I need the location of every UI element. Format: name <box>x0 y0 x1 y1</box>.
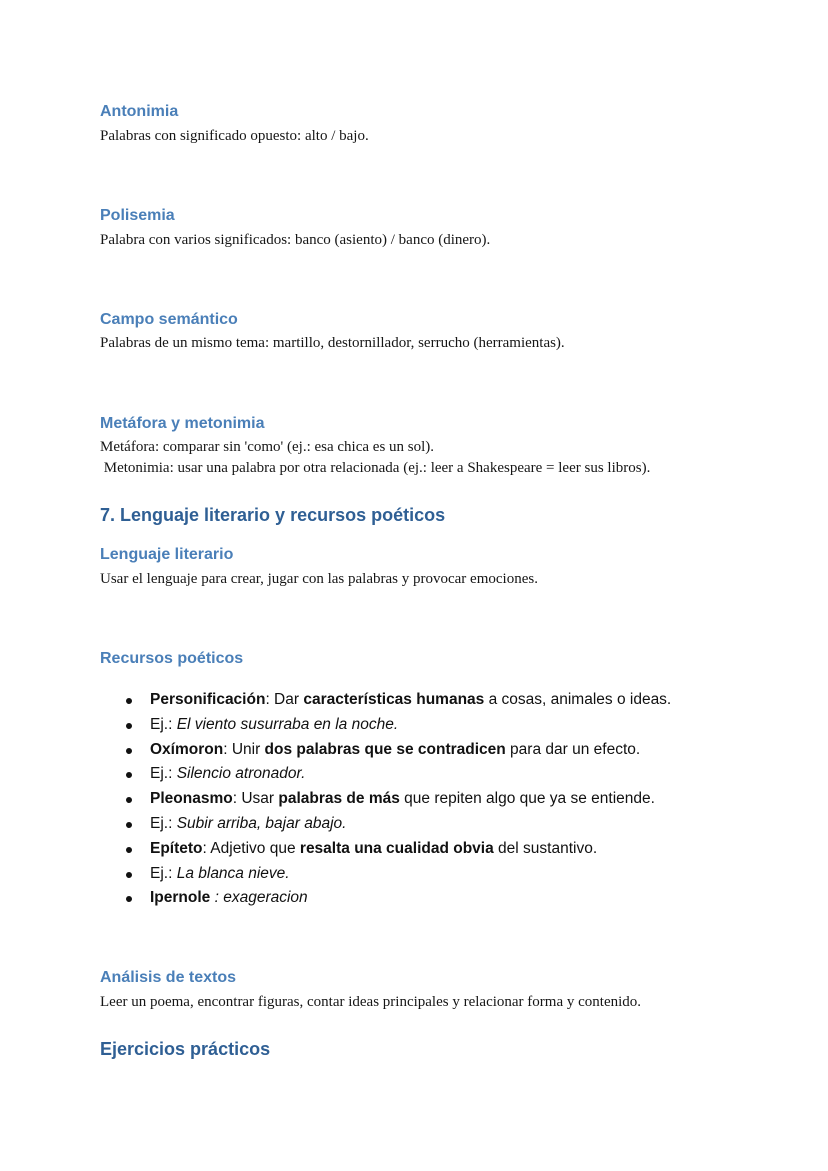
paragraph-metonimia: Metonimia: usar una palabra por otra relacionada (ej.: leer a Shakespeare = leer sus libros). <box>100 460 651 476</box>
example-text: El viento susurraba en la noche. <box>176 715 399 733</box>
list-item <box>100 688 671 713</box>
heading-recursos-poeticos: Recursos poéticos <box>100 650 244 667</box>
list-item <box>100 837 671 862</box>
heading-metafora-metonimia: Metáfora y metonimia <box>100 415 265 432</box>
example-label: Ej.: <box>150 814 177 832</box>
bullet-icon <box>126 896 132 902</box>
bullet-icon <box>126 698 132 704</box>
example-text: La blanca nieve. <box>176 864 290 882</box>
paragraph-campo-semantico: Palabras de un mismo tema: martillo, destornillador, serrucho (herramientas). <box>100 335 565 351</box>
item-text: que repiten algo que ya se entiende. <box>399 790 655 808</box>
bullet-icon <box>126 872 132 878</box>
term: Ipernole <box>150 889 211 907</box>
example-text: : exageracion <box>210 889 308 907</box>
list-item <box>100 787 671 812</box>
chapter-heading-7: 7. Lenguaje literario y recursos poéticos <box>100 505 446 525</box>
item-text: : Unir <box>223 740 265 758</box>
item-text: del sustantivo. <box>493 839 598 857</box>
term: Oxímoron <box>150 740 224 758</box>
item-text: para dar un efecto. <box>505 740 641 758</box>
example-text: Subir arriba, bajar abajo. <box>176 814 347 832</box>
heading-campo-semantico: Campo semántico <box>100 311 238 328</box>
bullet-icon <box>126 797 132 803</box>
paragraph-analisis-textos: Leer un poema, encontrar figuras, contar ideas principales y relacionar forma y contenido. <box>100 994 642 1010</box>
recursos-list <box>100 688 671 911</box>
bullet-icon <box>126 723 132 729</box>
example-label: Ej.: <box>150 864 177 882</box>
bullet-icon <box>126 748 132 754</box>
bullet-icon <box>126 822 132 828</box>
heading-polisemia: Polisemia <box>100 207 175 224</box>
paragraph-polisemia: Palabra con varios significados: banco (asiento) / banco (dinero). <box>100 232 491 248</box>
term: Epíteto <box>150 839 203 857</box>
item-text: : Usar <box>232 790 279 808</box>
example-label: Ej.: <box>150 715 177 733</box>
heading-antonimia: Antonimia <box>100 103 179 120</box>
heading-lenguaje-literario: Lenguaje literario <box>100 546 234 563</box>
heading-ejercicios-practicos: Ejercicios prácticos <box>100 1039 271 1059</box>
term: Personificación <box>150 691 266 708</box>
item-emphasis: resalta una cualidad obvia <box>299 839 494 857</box>
list-item <box>100 862 671 887</box>
heading-analisis-textos: Análisis de textos <box>100 969 237 986</box>
bullet-icon <box>126 847 132 853</box>
item-emphasis: características humanas <box>303 691 485 708</box>
list-item <box>100 713 671 738</box>
paragraph-metafora: Metáfora: comparar sin 'como' (ej.: esa chica es un sol). <box>100 439 435 455</box>
paragraph-antonimia: Palabras con significado opuesto: alto / bajo. <box>100 128 369 144</box>
list-item <box>100 738 671 763</box>
example-label: Ej.: <box>150 765 177 783</box>
item-text: : Adjetivo que <box>202 839 300 857</box>
paragraph-lenguaje-literario: Usar el lenguaje para crear, jugar con las palabras y provocar emociones. <box>100 571 538 587</box>
list-item <box>100 762 671 787</box>
item-emphasis: palabras de más <box>278 790 400 808</box>
example-text: Silencio atronador. <box>176 765 306 783</box>
term: Pleonasmo <box>150 790 233 808</box>
item-text: : Dar <box>265 691 304 708</box>
list-item <box>100 812 671 837</box>
item-text: a cosas, animales o ideas. <box>484 691 672 708</box>
item-emphasis: dos palabras que se contradicen <box>264 740 506 758</box>
list-item <box>100 886 671 911</box>
bullet-icon <box>126 772 132 778</box>
